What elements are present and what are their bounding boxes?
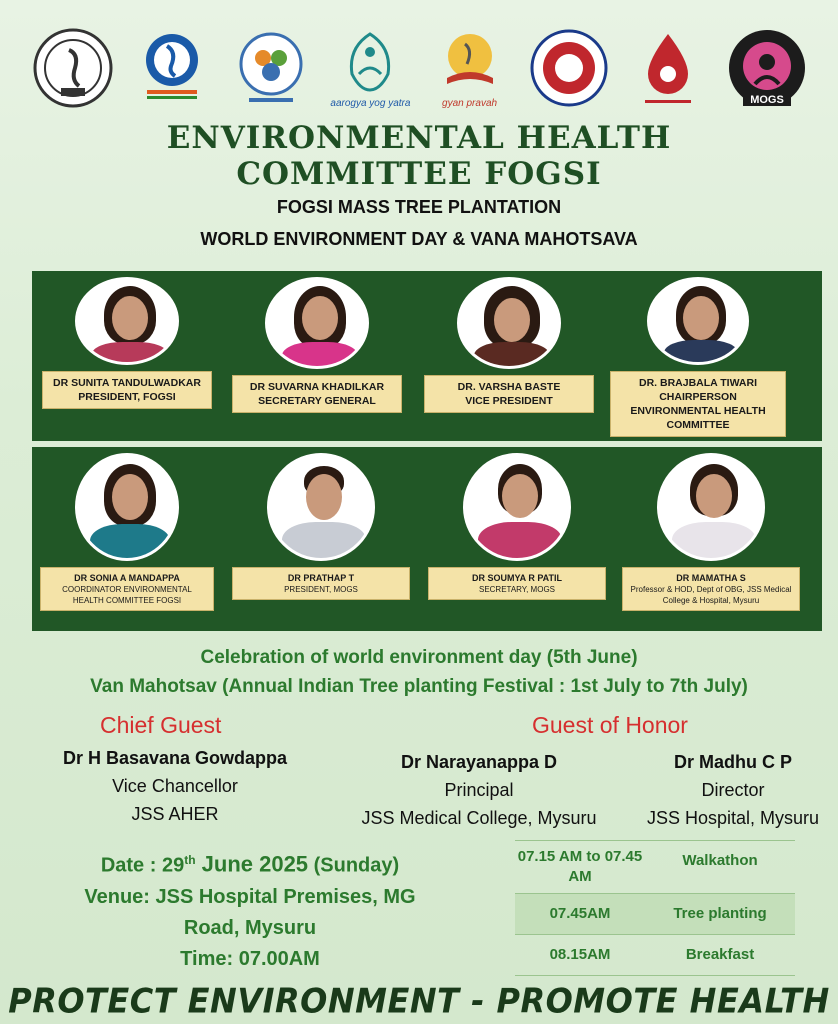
avatar xyxy=(265,277,369,369)
event-details xyxy=(40,845,460,975)
avatar xyxy=(457,277,561,369)
nameplate xyxy=(42,371,212,409)
officials-panel-row1 xyxy=(32,271,822,441)
person-card xyxy=(610,277,786,437)
main-title-line1: ENVIRONMENTAL HEALTH xyxy=(166,120,672,156)
schedule-time: 07.15 AM to 07.45 AM xyxy=(517,848,643,885)
avatar xyxy=(267,453,375,561)
nameplate xyxy=(424,375,594,413)
schedule-event: Walkathon xyxy=(682,852,758,869)
person-role: PRESIDENT, MOGS xyxy=(284,585,358,594)
ek-rashtra-emblem-icon xyxy=(137,28,207,108)
person-role: COORDINATOR ENVIRONMENTAL HEALTH COMMITTEE FOGSI xyxy=(62,585,192,605)
logo-strip xyxy=(30,28,810,120)
person-card xyxy=(42,277,212,409)
person-name: DR. BRAJBALA TIWARI xyxy=(638,377,758,389)
main-title-line2: COMMITTEE FOGSI xyxy=(236,156,602,192)
nameplate xyxy=(232,567,410,600)
sampoorna-emblem-icon xyxy=(231,28,311,108)
person-name: DR SOUMYA R PATIL xyxy=(471,573,562,583)
yoga-figure-icon xyxy=(335,28,405,96)
guest-of-honor-heading: Guest of Honor xyxy=(532,712,688,738)
person-name: DR. VARSHA BASTE xyxy=(457,381,561,393)
officials-panel-row2 xyxy=(32,447,822,631)
person-role: SECRETARY GENERAL xyxy=(258,395,376,407)
event-venue-line1: Venue: JSS Hospital Premises, MG xyxy=(84,885,416,908)
obgyn-society-logo xyxy=(526,28,612,108)
guest-org: JSS Medical College, Mysuru xyxy=(361,808,597,828)
guest-title: Principal xyxy=(444,780,514,800)
aarogya-yog-yatra-text: aarogya yog yatra xyxy=(330,98,411,109)
chief-guest-org: JSS AHER xyxy=(131,804,219,824)
person-card xyxy=(622,453,800,611)
person-role: VICE PRESIDENT xyxy=(465,395,553,407)
person-card xyxy=(40,453,214,611)
person-name: DR SUNITA TANDULWADKAR xyxy=(53,377,201,389)
vaccine-drop-icon xyxy=(633,28,703,108)
guest-title: Director xyxy=(701,780,765,800)
person-card xyxy=(232,453,410,600)
gyan-pravah-logo xyxy=(427,28,513,109)
avatar xyxy=(657,453,765,561)
nameplate xyxy=(622,567,800,611)
schedule-time: 08.15AM xyxy=(549,946,611,963)
person-card xyxy=(428,453,606,600)
person-role: PRESIDENT, FOGSI xyxy=(78,391,176,403)
person-name: DR PRATHAP T xyxy=(287,573,355,583)
aarogya-yog-yatra-logo xyxy=(327,28,413,109)
chief-guest-heading: Chief Guest xyxy=(100,712,222,738)
guest-of-honor-block xyxy=(338,748,620,832)
sampoorna-logo xyxy=(228,28,314,108)
event-date: Date : 29th June 2025 (Sunday) xyxy=(100,851,400,877)
guest-of-honor-block xyxy=(630,748,836,832)
schedule-row xyxy=(515,840,795,894)
avatar xyxy=(75,453,179,561)
footer-slogan: PROTECT ENVIRONMENT - PROMOTE HEALTH xyxy=(8,981,830,1021)
nameplate xyxy=(428,567,606,600)
chief-guest-name: Dr H Basavana Gowdappa xyxy=(62,748,288,768)
guest-name: Dr Narayanappa D xyxy=(400,752,558,772)
event-venue-line2: Road, Mysuru xyxy=(183,916,317,939)
subtitle-line1: FOGSI MASS TREE PLANTATION xyxy=(276,197,562,217)
chief-guest-block xyxy=(30,744,320,828)
mogs-emblem-icon xyxy=(727,28,807,114)
avatar xyxy=(647,277,749,365)
person-name: DR MAMATHA S xyxy=(676,573,746,583)
fogsi-emblem-icon xyxy=(33,28,113,108)
mogs-text: MOGS xyxy=(750,94,784,106)
person-name: DR SONIA A MANDAPPA xyxy=(74,573,180,583)
schedule-time: 07.45AM xyxy=(549,905,611,922)
celebration-line1: Celebration of world environment day (5th June) xyxy=(200,647,638,668)
guest-org: JSS Hospital, Mysuru xyxy=(646,808,820,828)
obgyn-society-emblem-icon xyxy=(529,28,609,108)
person-role: SECRETARY, MOGS xyxy=(478,585,556,594)
avatar xyxy=(463,453,571,561)
chief-guest-title: Vice Chancellor xyxy=(112,776,238,796)
gyan-pravah-text: gyan pravah xyxy=(442,98,498,109)
schedule-row xyxy=(515,935,795,976)
person-name: DR SUVARNA KHADILKAR xyxy=(249,381,385,393)
subtitle-line2: WORLD ENVIRONMENT DAY & VANA MAHOTSAVA xyxy=(200,229,638,249)
event-time: Time: 07.00AM xyxy=(180,947,320,970)
guest-name: Dr Madhu C P xyxy=(673,752,792,772)
nameplate xyxy=(232,375,402,413)
person-role: Professor & HOD, Dept of OBG, JSS Medical College & Hospital, Mysuru xyxy=(630,585,792,605)
book-icon xyxy=(435,28,505,96)
ek-rashtra-logo xyxy=(129,28,215,108)
schedule-table xyxy=(515,840,795,976)
mogs-logo xyxy=(724,28,810,114)
avatar xyxy=(75,277,179,365)
nameplate xyxy=(610,371,786,437)
cervical-cancer-vaccination-logo xyxy=(625,28,711,108)
nameplate xyxy=(40,567,214,611)
person-card xyxy=(424,277,594,413)
person-card xyxy=(232,277,402,413)
schedule-event: Tree planting xyxy=(673,905,767,922)
fogsi-logo xyxy=(30,28,116,108)
schedule-event: Breakfast xyxy=(685,946,755,963)
person-role: CHAIRPERSON ENVIRONMENTAL HEALTH COMMITTEE xyxy=(630,391,766,431)
schedule-row xyxy=(515,894,795,935)
celebration-line2: Van Mahotsav (Annual Indian Tree planting Festival : 1st July to 7th July) xyxy=(90,676,748,697)
